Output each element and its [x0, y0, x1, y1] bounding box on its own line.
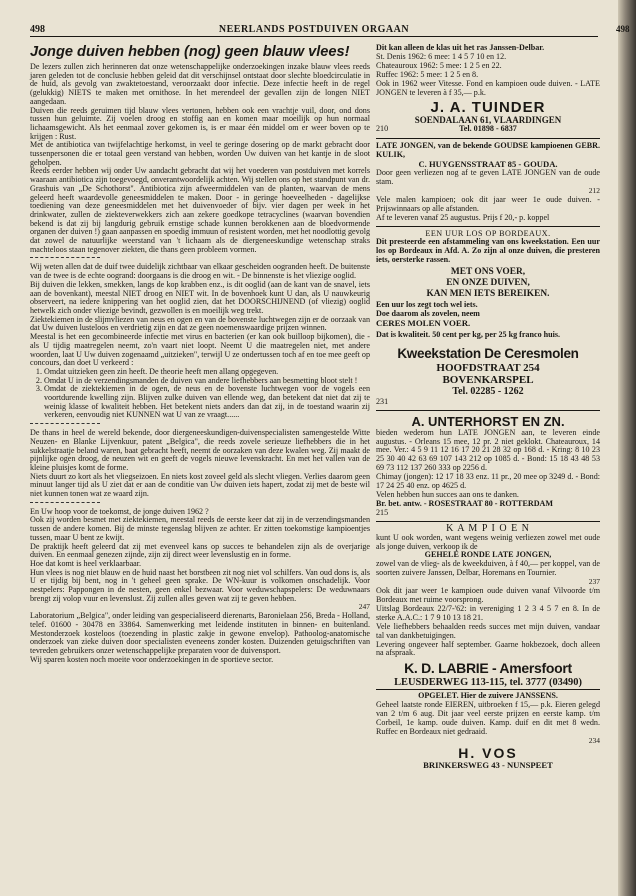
- advertiser-address: Br. bet. antw. - ROSESTRAAT 80 - ROTTERDAM: [376, 498, 554, 508]
- divider: [376, 410, 600, 411]
- ad-text: GEHELE RONDE LATE JONGEN,: [424, 550, 552, 560]
- ad-text: St. Denis 1962: 6 mee: 1 4 5 7 10 en 12.: [376, 51, 507, 61]
- divider: [376, 226, 600, 227]
- paragraph: Meestal is het een gecombineerde infectie met virus en bacterien (er kan ook builloop bijkomen), die - als U tijdig maatregelen neemt, zo'n vaart niet loopt. Neemt U die maatregelen niet, met andere woorden, laat U Uw duiven zogenaamd „uitzieken", terwijl U ze ondertussen toch af en toe mee geeft op concours, dan doet U verkeerd :: [30, 332, 370, 368]
- paragraph: Bij duiven die lekken, smekken, langs de kop krabben enz., is dit ooglid (aan de kant van de snavel, iets aan de bovenkant), meestal NIET droog en NIET wit. In de bovenhoek kunt U dan, als U nauwkeurig observeert, na iedere knippering van het ooglid zien, dat het DOORSCHIJNEND (of vliezig) ooglid hetwelk zich onder vliezige bevindt, gezwollen is en moeilijk weg trekt.: [30, 279, 370, 315]
- advertiser-address: LEUSDERWEG 113-115, tel. 3777 (03490): [376, 677, 600, 690]
- ad-text: zowel van de vlieg- als de kweekduiven, à f 40,— per koppel, van de soorten zuivere Janssen, Delbar, Horemans en Tournier.: [376, 559, 600, 578]
- advertiser-address: BRINKERSWEG 43 - NUNSPEET: [423, 759, 553, 770]
- ad-text: LATE JONGEN, van de bekende GOUDSE kampioenen GEBR. KULIK,: [376, 141, 600, 160]
- paragraph: De lezers zullen zich herinneren dat onze wetenschappelijke onderzoekingen inzake blauw vlees reeds jaren geleden tot de conclusie hebben geleid dat dit verschijnsel ontstaat door slechte bloedcirculatie in de huid, als gevolg van zwaktetoestand, veroorzaakt door infectie. Deze infectie heeft in de regel (gelukkig) NIETS te maken met ornithose. In het merendeel der gevallen zijn de longen NIET aangedaan.: [30, 62, 370, 106]
- divider: [376, 521, 600, 522]
- paragraph: Ook zij worden besmet met ziektekiemen, meestal reeds de eerste keer dat zij in de verzendingsmanden tussen de andere komen. Bij de minste tegenslag blijven ze achter. Er zitten toekomstige kampioentjes tussen, maar U bent ze kwijt.: [30, 515, 370, 542]
- ad-slogan: EN ONZE DUIVEN,: [446, 278, 530, 289]
- ad-text: Vele liefhebbers behaalden reeds succes met mijn duiven, vandaar tal van dankbetuigingen.: [376, 621, 600, 640]
- ad-text: Af te leveren vanaf 25 augustus. Prijs f 20,- p. koppel: [376, 212, 550, 222]
- divider: [30, 257, 100, 258]
- ad-gouda: [376, 142, 600, 222]
- ad-text: Door geen verliezen nog af te geven LATE JONGEN van de oude stam.: [376, 168, 600, 186]
- ad-text: Chateauroux 1962: 5 mee: 1 2 5 en 22.: [376, 60, 502, 70]
- list-item: 1. Omdat uitzieken geen zin heeft. De theorie heeft men allang opgegeven.: [44, 368, 370, 377]
- paragraph: Wij weten allen dat de duif twee duidelijk zichtbaar van elkaar gescheiden oogranden heeft. De buitenste van de twee is de echte oogrand: doorgaans is die droog en wit. - De binnenste is het vliezige ooglid.: [30, 262, 370, 281]
- paragraph: Hoe dat komt is heel verklaarbaar.: [30, 558, 142, 568]
- ad-unterhorst: [376, 414, 600, 518]
- ad-vos: [376, 692, 600, 769]
- advertiser-address: HOOFDSTRAAT 254: [436, 361, 540, 374]
- article-column: [30, 44, 370, 884]
- advertiser-name: J. A. TUINDER: [430, 99, 546, 117]
- page-number: 498: [30, 24, 45, 35]
- ad-title: K A M P I O E N: [446, 522, 530, 534]
- paragraph: Met de antibiotica van twijfelachtige herkomst, in veel te geringe dosering op de markt gebracht door tussenpersonen die er totaal geen verstand van hebben, worden Uw duiven van het kantje in de sloot geholpen.: [30, 140, 370, 167]
- advertiser-name: A. UNTERHORST EN ZN.: [411, 413, 565, 429]
- advertiser-address: SOENDALAAN 61, VLAARDINGEN: [414, 115, 562, 126]
- ad-text: bieden wederom hun LATE JONGEN aan, te leveren einde augustus. - Orleans 15 mee, 12 pr. 2 niet geklokt. Chateauroux, 14 mee. Ver.: 4 5 9 11 12 16 17 20 21 28 32 op 168 d. - Kring: 8 10 23 25 30 40 42 63 69 107 143 212 op 1085 d. - Bond: 15 18 43 48 53 69 73 112 137 260 333 op 2256 d.: [376, 427, 600, 473]
- paragraph: Reeds eerder hebben wij onder Uw aandacht gebracht dat wij het voederen van postduiven met korrels waaraan antibiotica zijn toegevoegd, onverantwoordelijk achten. Wij stellen ons op het standpunt van dr. Grashuis van „De Schothorst". Antibiotica zijn afweermiddelen van de planten, waarvan de mens geleerd heeft waardevolle geneesmiddelen te maken. Door - in geringe hoeveelheden - dagelijkse toediening van deze geneesmiddelen met het duivenvoeder of bijv. vier dagen per week in het drinkwater, zullen de ziekteverwekkers zich aan zekere goedkope tetracyclines (waarvan bovendien bekend is dat zij bij langdurig gebruik ernstige schade kunnen berokkenen aan de bloedvormende organen der duiven !) gaan aanpassen en spoedig immuun of resistent worden, met het noodlottig gevolg dat zowel de natuurlijke weerstand van 't lichaam als de diergeneeskundige wetenschap straks machteloos staan tegenover ziekten, die thans geen probleem vormen.: [30, 166, 370, 254]
- reasons-list: [30, 368, 370, 420]
- ad-reference-number: 237: [588, 577, 600, 587]
- page-number: 498: [616, 24, 630, 34]
- ad-text: Velen hebben hun succes aan ons te danken.: [376, 490, 519, 499]
- ads-column: [376, 44, 600, 884]
- ad-text: Dit kan alleen de klas uit het ras Janssen-Delbar.: [376, 43, 545, 52]
- ad-reference-number: 210: [376, 124, 389, 134]
- ad-text: Geheel laatste ronde EIEREN, uitbroeken f 15,— p.k. Eieren gelegd van 2 t/m 6 aug. Dit jaar veel eerste prijzen en eerste kamp. t/m Corbeil, 1e kamp. oude duiven. Kamp. duif en dit met 8 wedn. Ruffec en Bordeaux niet gedraaid.: [376, 700, 600, 736]
- list-item: 2. Omdat U in de verzendingsmanden de duiven van andere liefhebbers aan besmetting bloot stelt !: [44, 377, 370, 386]
- ad-ceresmolen: [376, 230, 600, 407]
- divider: [376, 138, 600, 139]
- paragraph: De thans in heel de wereld bekende, door diergeneeskundigen-duivenspecialisten samengestelde Witte Neuzen- en Blanke Lijvenkuur, patent „Belgica", die reeds zovele serieuze liefhebbers die in het sukkelstraatje beland waren, baat gebracht heeft, neemt de oorzaken van deze kwalen weg. Zij maakt de pijnlijke ogen droog, de neuzen wit en geeft de vogels nieuwe levenskracht. En met het vallen van de kleine pluisjes komt de forme.: [30, 428, 370, 472]
- ad-labrie: [376, 522, 600, 691]
- ad-text: kunt U ook worden, want wegens weinig verliezen zowel met oude als jonge duiven, verkoop ik de: [376, 532, 600, 551]
- ad-text: Uitslag Bordeaux 22/7-'62: in vereniging 1 2 3 4 5 7 en 8. In de sterke A.A.C.: 1 7 9 10 13 18 21.: [376, 603, 600, 622]
- divider: [30, 502, 100, 503]
- ad-text: Levering ongeveer half september. Gaarne hokbezoek, doch alleen na afspraak.: [376, 639, 600, 658]
- page-header: [30, 24, 598, 37]
- ad-title: OPGELET. Hier de zuivere JANSSENS.: [418, 691, 558, 701]
- ad-reference-number: 215: [376, 507, 389, 517]
- advertiser-address: BOVENKARSPEL: [442, 373, 534, 386]
- article-headline: Jonge duiven hebben (nog) geen blauw vlees!: [30, 44, 350, 60]
- advertiser-name: H. VOS: [458, 744, 518, 761]
- paragraph: En Uw hoop voor de toekomst, de jonge duiven 1962 ?: [30, 506, 209, 516]
- advertiser-phone: Tel. 01898 - 6837: [459, 124, 517, 134]
- paragraph: Wij sparen kosten noch moeite voor onderzoekingen in de sportieve sector.: [30, 654, 274, 664]
- ad-slogan: MET ONS VOER,: [450, 267, 526, 278]
- divider: [30, 423, 100, 424]
- paragraph: De praktijk heeft geleerd dat zij met evenveel kans op succes te behandelen zijn als de overjarige duiven. En eenmaal genezen zijnde, zijn zij direct weer levenslustig en in forme.: [30, 541, 370, 560]
- list-item: 3. Omdat de ziektekiemen in de ogen, de neus en de bovenste luchtwegen voor de vogels een voortdurende kwelling zijn. Blijven zulke duiven van ellende weg, dan betekent dat niet dat zij te weinig klasse of kwaliteit hebben. Het betekent niets anders dan dat zij, in de toestand waarin zij verkeren, eenvoudig niet KUNNEN wat U van ze vraagt......: [44, 385, 370, 420]
- page-edge: [618, 0, 636, 896]
- ad-tuinder: [376, 44, 600, 135]
- paragraph: Ziektekiemen in de slijmvliezen van neus en ogen en van de bovenste luchtwegen zijn er de oorzaak van dat Uw duiven lusteloos en verdrietig zijn en dat ze geen noemenswaardige prijzen winnen.: [30, 314, 370, 333]
- ad-text: Doe daarom als zovelen, neem: [376, 309, 480, 319]
- advertiser-name: K. D. LABRIE - Amersfoort: [404, 660, 572, 677]
- ad-reference-number: 231: [376, 396, 389, 406]
- ad-text: Vele malen kampioen; ook dit jaar weer 1e oude duiven. - Prijswinnaars op alle afstanden.: [376, 194, 600, 213]
- ad-reference-number: 247: [358, 602, 370, 612]
- ad-text: Ook in 1962 weer Vitesse. Fond en kampioen oude duiven. - LATE JONGEN te leveren à f 35,— p.k.: [376, 78, 600, 97]
- ad-text: Dit presteerde een afstammeling van ons kweekstation. Een uur los op Bordeaux in Afd. A. Zo zijn al onze duiven, die presteren iets, oersterke rassen.: [376, 237, 600, 265]
- ad-reference-number: 234: [588, 735, 600, 745]
- ad-text: C. HUYGENSSTRAAT 85 - GOUDA.: [418, 159, 558, 170]
- paragraph: Hun vlees is nog niet blauw en de huid naast het borstbeen zit nog niet vol schilfers. Van oud dons is, als U er tijdig bij bent, nog in 't geheel geen sprake. De WN-kuur is volkomen onschadelijk. Voor nestpelers: Pappongen in de nesten, geen enkel bezwaar. Voor weduwschapspelers: De weduwnaars brengt zij volop vuur en levenslust. Zij zullen alles geven wat zij te geven hebben.: [30, 567, 370, 603]
- ad-text: Chimay (jongen): 12 17 18 33 enz. 11 pr., 20 mee op 3249 d. - Bond: 17 24 25 40 enz. op 4625 d.: [376, 472, 600, 491]
- ad-text: Ook dit jaar weer 1e kampioen oude duiven vanaf Vilvoorde t/m Bordeaux met ruime voorsprong.: [376, 586, 600, 604]
- ad-reference-number: 212: [588, 185, 600, 195]
- paragraph: Duiven die reeds geruimen tijd blauw vlees vertonen, hebben ook een vrachtje vuil, door, ond dons tussen hun geluimte. Zij voelen droog en stoffig aan en komen maar moeilijk op hun normaal lichaamsgewicht. Als het eenmaal zover gekomen is, is er maar één middel om er weer boven op te krijgen : Rust.: [30, 105, 370, 141]
- ad-title: EEN UUR LOS OP BORDEAUX.: [425, 228, 551, 238]
- paragraph: Laboratorium „Belgica", onder leiding van gespecialiseerd dierenarts, Baronielaan 256, Breda - Holland, telef. 01600 - 30478 en 33864. Samenwerking met leidende instituten in binnen- en buitenland. Mestonderzoek kosteloos (toezending in plastic zakje in gewone envelop). Pathoolog-anatomische onderzoek van zieke duiven door specialisten eveneens zonder kosten. Duizenden getuigschriften van tevreden gebruikers onzer wetenschappelijke preparaten voor de duivensport.: [30, 611, 370, 655]
- journal-title: NEERLANDS POSTDUIVEN ORGAAN: [218, 24, 410, 35]
- ad-text: Een uur los zegt toch wel iets.: [376, 300, 478, 310]
- paragraph: Niets duurt zo kort als het vliegseizoen. En niets kost zoveel geld als slecht vliegen. Verlies daarom geen minuut langer tijd als U ziet dat er aan de conditie van Uw duiven iets hapert, zodat zij met de beste wil niet kunnen tonen wat ze waard zijn.: [30, 471, 370, 499]
- ad-text: CERES MOLEN VOER.: [376, 317, 471, 328]
- ad-text: Dat is kwaliteit. 50 cent per kg, per 25 kg franco huis.: [376, 329, 561, 339]
- advertiser-phone: Tel. 02285 - 1262: [452, 385, 524, 397]
- ad-slogan: KAN MEN IETS BEREIKEN.: [426, 289, 550, 300]
- advertiser-name: Kweekstation De Ceresmolen: [397, 345, 579, 361]
- ad-text: Ruffec 1962: 5 mee: 1 2 5 en 8.: [376, 69, 479, 79]
